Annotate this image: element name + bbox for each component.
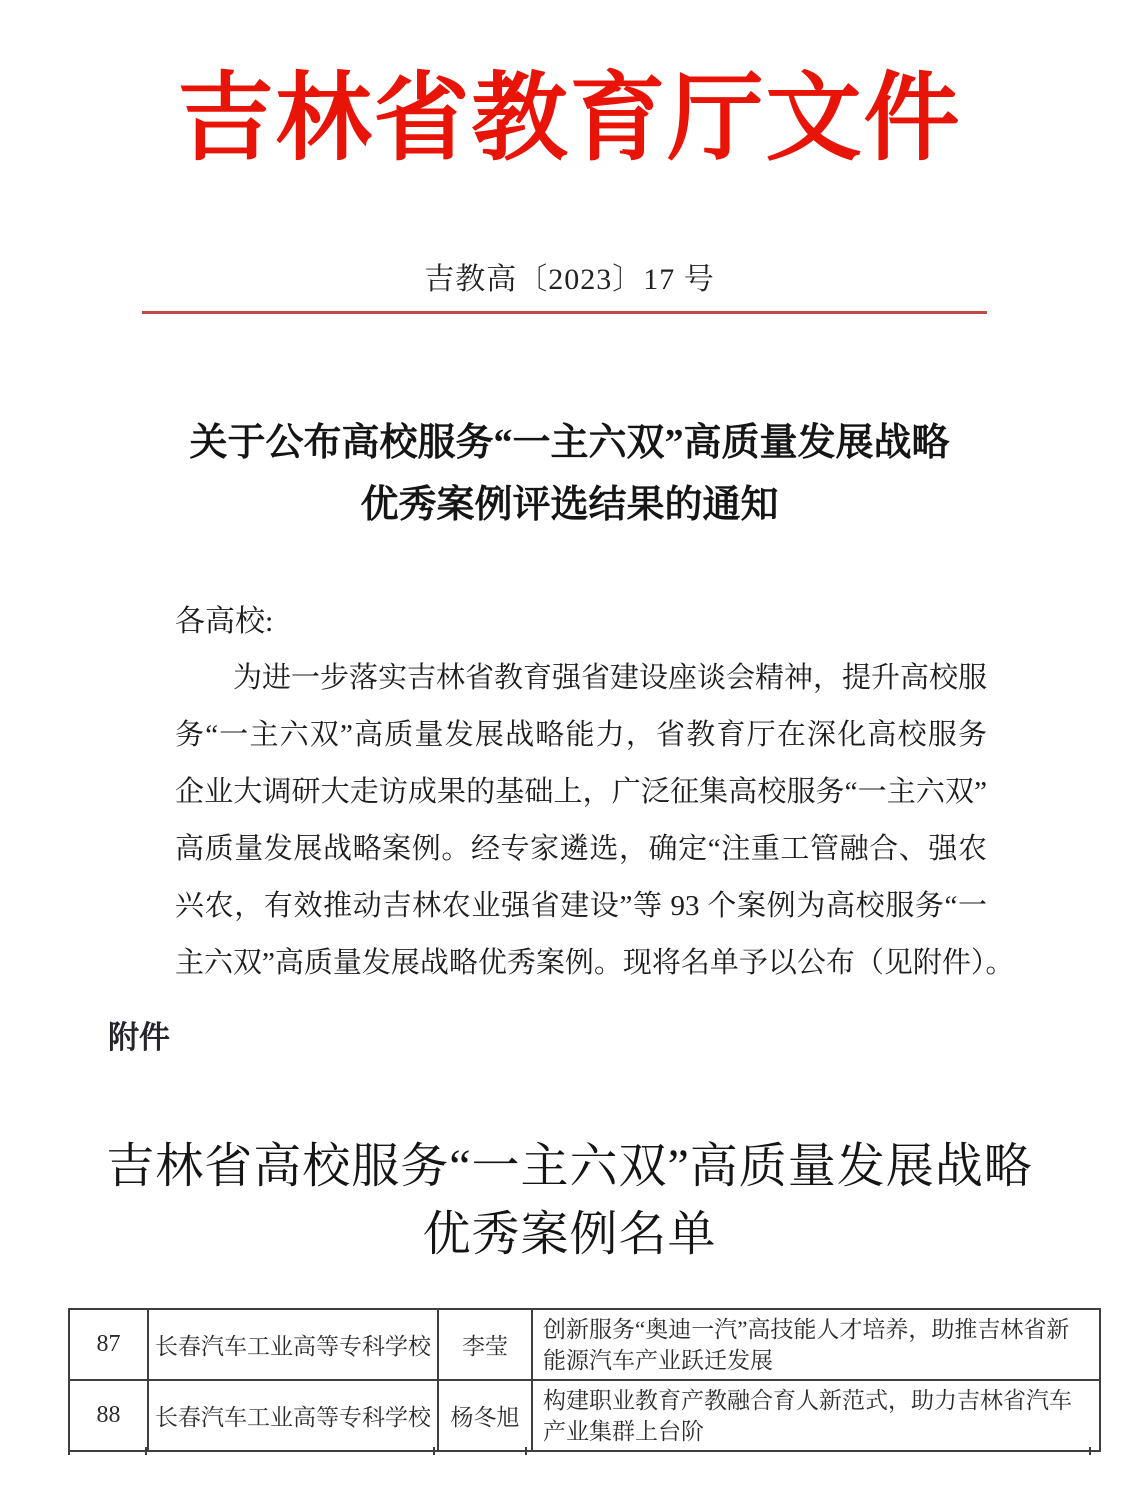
agency-letterhead-title: 吉林省教育厅文件 [177, 65, 962, 172]
attachment-label: 附件 [108, 1020, 170, 1055]
notice-body-line: 主六双”高质量发展战略优秀案例。现将名单予以公布（见附件）。 [175, 947, 1015, 979]
red-divider-line [142, 311, 987, 314]
salutation: 各高校: [175, 605, 274, 638]
case-cell-case: 构建职业教育产教融合育人新范式，助力吉林省汽车产业集群上台阶 [532, 1380, 1100, 1451]
case-cell-person: 杨冬旭 [438, 1380, 532, 1451]
notice-body-line: 企业大调研大走访成果的基础上，广泛征集高校服务“一主六双” [175, 776, 987, 808]
case-cell-school: 长春汽车工业高等专科学校 [148, 1309, 438, 1380]
case-table-row [69, 1309, 1100, 1380]
case-cell-no: 87 [69, 1309, 148, 1380]
case-cell-school: 长春汽车工业高等专科学校 [148, 1380, 438, 1451]
notice-body-line: 务“一主六双”高质量发展战略能力，省教育厅在深化高校服务 [175, 719, 987, 751]
notice-body-line: 高质量发展战略案例。经专家遴选，确定“注重工管融合、强农 [175, 833, 987, 865]
attachment-title [0, 1133, 1139, 1269]
case-table-body [69, 1309, 1100, 1451]
table-next-row-stub [68, 1447, 70, 1455]
case-cell-case: 创新服务“奥迪一汽”高技能人才培养，助推吉林省新能源汽车产业跃迁发展 [532, 1309, 1100, 1380]
case-table-row [69, 1380, 1100, 1451]
notice-title-line2: 优秀案例评选结果的通知 [360, 484, 779, 526]
notice-body-line: 兴农，有效推动吉林农业强省建设”等 93 个案例为高校服务“一 [175, 890, 987, 922]
notice-title-line1: 关于公布高校服务“一主六双”高质量发展战略 [189, 422, 950, 464]
attachment-title-line1: 吉林省高校服务“一主六双”高质量发展战略 [106, 1140, 1033, 1193]
case-cell-person: 李莹 [438, 1309, 532, 1380]
notice-body [175, 650, 1015, 992]
document-number: 吉教高〔2023〕17 号 [424, 263, 715, 296]
table-next-row-stub [1089, 1447, 1091, 1455]
case-list-table [68, 1308, 1101, 1452]
notice-body-line: 为进一步落实吉林省教育强省建设座谈会精神，提升高校服 [233, 662, 988, 694]
table-next-row-stub [433, 1447, 435, 1455]
table-next-row-stub [525, 1447, 527, 1455]
notice-title [0, 412, 1139, 536]
attachment-title-line2: 优秀案例名单 [422, 1208, 717, 1261]
table-next-row-stub [145, 1447, 147, 1455]
case-cell-no: 88 [69, 1380, 148, 1451]
